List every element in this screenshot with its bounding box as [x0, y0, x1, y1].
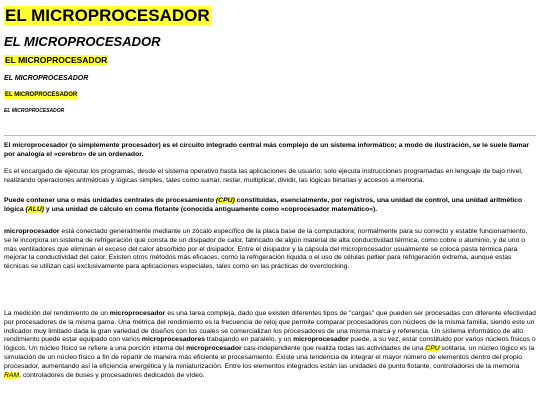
intro-paragraph: El microprocesador (o simplemente procesador) es el circuito integrado central más complejo de un sistema informático; a modo de ilustración, se le suele llamar por analogía el «cerebro» de un ordenador.: [4, 142, 530, 158]
ram-highlight: RAM: [4, 371, 20, 379]
performance-text-1: La medición del rendimiento de un: [4, 310, 110, 317]
heading-level-2: EL MICROPROCESADOR: [4, 34, 161, 49]
microprocesador-term: microprocesador: [4, 228, 60, 235]
performance-text-3: trabajando en paralelo, y un: [205, 336, 294, 344]
heading-level-6: EL MICROPROCESADOR: [4, 108, 65, 114]
performance-text-2: es una tarea compleja, dado que existen diferentes tipos de "cargas" que pueden ser procesadas con diferente efectividad por procesadores de la misma gama. Una métrica del rendimiento es la frecuencia de reloj que permite comparar procesadores con núcleos de la misma familia, siendo este un indicador muy limitado dada la gran variedad de diseños con los cuales se comercializan los procesadores de una misma marca y referencia. Un sistema informático de alto rendimiento puede estar equipado con varios: [4, 310, 536, 344]
components-text-a: Puede contener una o más unidades centrales de procesamiento: [4, 197, 216, 204]
cpu-highlight: (CPU): [215, 197, 235, 204]
heading-level-5: EL MICROPROCESADOR: [5, 92, 78, 98]
alu-highlight: (ALU): [25, 205, 45, 213]
performance-text-6: solitaria, un núcleo lógico es la simulación de un núcleo físico a fin de repartir de manera más eficiente el procesamiento. Existe una tendencia de integrar el mayor número de elementos dentro del propio procesador, aumentando así la eficiencia energética y la miniaturización. Entre los elementos integrados están las unidades de punto flotante, controladores de la memoria: [4, 345, 535, 370]
performance-text-4: puede, a su vez, estar constituido por varios núcleos físicos o lógicos. Un núcleo físico se refiere a una porción interna del: [4, 336, 536, 353]
heading-level-1: EL MICROPROCESADOR: [5, 6, 210, 25]
components-text-b: constituidas, esencialmente, por registros, una unidad de control, una unidad aritmético lógica: [4, 197, 523, 213]
performance-text-5: casi-independiente que realiza todas las actividades de una: [241, 345, 426, 353]
heading-level-4: EL MICROPROCESADOR: [4, 75, 89, 82]
microprocesador-term: microprocesador: [186, 345, 242, 353]
cooling-paragraph: [4, 228, 536, 272]
microprocesador-term: microprocesador: [109, 310, 166, 317]
microprocesador-term: microprocesador: [293, 336, 349, 344]
microprocesadores-term: microprocesadores: [141, 336, 206, 344]
components-text-c: y una unidad de cálculo en coma flotante (conocida antiguamente como «coprocesador matemático»).: [44, 205, 378, 213]
components-paragraph: [4, 197, 536, 215]
heading-level-3: EL MICROPROCESADOR: [5, 55, 108, 65]
cpu-highlight: CPU: [425, 345, 440, 353]
performance-paragraph: [4, 310, 536, 380]
performance-text-7: , controladores de buses y procesadores dedicados de vídeo.: [19, 371, 205, 379]
horizontal-divider: [4, 135, 536, 136]
cooling-text: está conectado generalmente mediante un zócalo específico de la placa base de la computadora; normalmente para su correcto y estable funcionamiento, se le incorpora un sistema de refrigeración que consta de un disipador de calor, fabricado de algún material de alta conductividad térmica, como cobre o aluminio, y de uno o más ventiladores que eliminan el exceso del calor absorbido por el disipador. Entre el disipador y la cápsula del microprocesador usualmente se coloca pasta térmica para mejorar la conductividad del calor. Existen otros métodos más eficaces, como la refrigeración líquida o el uso de células peltier para refrigeración extrema, aunque estas técnicas se utilizan casi exclusivamente para aplicaciones especiales, tales como en las prácticas de overclocking.: [4, 228, 528, 271]
function-paragraph: Es el encargado de ejecutar los programas, desde el sistema operativo hasta las aplicaciones de usuario; solo ejecuta instrucciones programadas en lenguaje de bajo nivel, realizando operaciones aritméticas y lógicas simples, tales como sumar, restar, multiplicar, dividir, las lógicas binarias y accesos a memoria.: [4, 168, 523, 184]
